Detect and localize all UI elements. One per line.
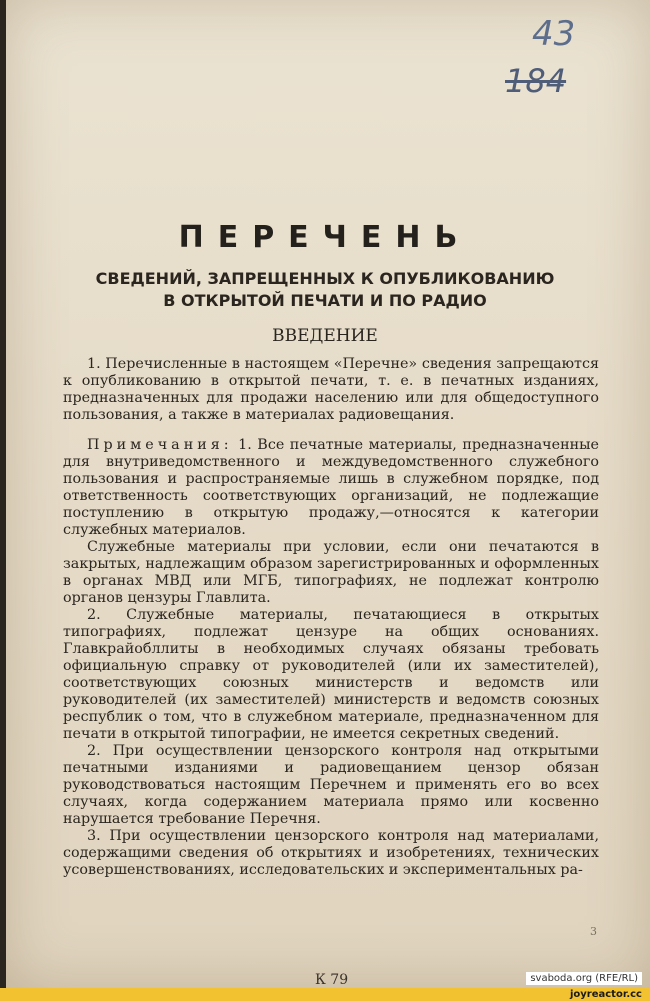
paragraph-service-materials: Служебные материалы при условии, если они печатаются в закрытых, надлежащим образом зарегистрированных и оформленных в органах МВД или МГБ, типографиях, не подлежат контролю органов цензуры Главлита.: [63, 539, 599, 606]
document-subtitle-line1: СВЕДЕНИЙ, ЗАПРЕЩЕННЫХ К ОПУБЛИКОВАНИЮ: [95, 269, 555, 288]
section-heading: ВВЕДЕНИЕ: [272, 326, 378, 346]
printed-page-number: 3: [590, 925, 597, 938]
footer-bar: [0, 988, 650, 1001]
handwritten-struck-number: 184: [505, 62, 567, 100]
document-body: [63, 356, 599, 879]
paragraph-3-inventions: 3. При осуществлении цензорского контроля над материалами, содержащими сведения об открытиях и изобретениях, технических усовершенствованиях, исследовательских и экспериментальных ра-: [63, 828, 599, 878]
handwritten-page-number: 43: [532, 14, 576, 54]
note-label: Примечания:: [87, 437, 233, 453]
site-watermark: joyreactor.cc: [569, 989, 642, 1000]
document-title: ПЕРЕЧЕНЬ: [178, 220, 472, 255]
paragraph-2-censor-control: 2. При осуществлении цензорского контроля над открытыми печатными изданиями и радиовещанием цензор обязан руководствоваться настоящим Перечнем и применять его во всех случаях, когда содержанием материала прямо или косвенно нарушается требование Перечня.: [63, 743, 599, 827]
document-subtitle-line2: В ОТКРЫТОЙ ПЕЧАТИ И ПО РАДИО: [163, 291, 487, 310]
bottom-print-code: К 79: [315, 972, 349, 988]
note-text: 1. Все печатные материалы, предназначенные для внутриведомственного и междуведомственного служебного пользования и распространяемые лишь в служебном порядке, под ответственность соответствующих организаций, не подлежащие поступлению в открытую продажу,—относятся к категории служебных материалов.: [63, 437, 599, 538]
paragraph-2-open-printing: 2. Служебные материалы, печатающиеся в открытых типографиях, подлежат цензуре на общих основаниях. Главкрайобллиты в необходимых случаях обязаны требовать официальную справку от руководителей (или их заместителей), соответствующих союзных министерств и ведомств или руководителей (их заместителей) министерств и ведомств союзных республик о том, что в служебном материале, предназначенном для печати в открытой типографии, не имеется секретных сведений.: [63, 607, 599, 742]
paragraph-1: 1. Перечисленные в настоящем «Перечне» сведения запрещаются к опубликованию в открытой печати, т. е. в печатных изданиях, предназначенных для продажи населению или для общедоступного пользования, а также в материалах радиовещания.: [63, 356, 599, 423]
note-paragraph: [63, 437, 599, 539]
source-watermark: svaboda.org (RFE/RL): [526, 972, 642, 985]
